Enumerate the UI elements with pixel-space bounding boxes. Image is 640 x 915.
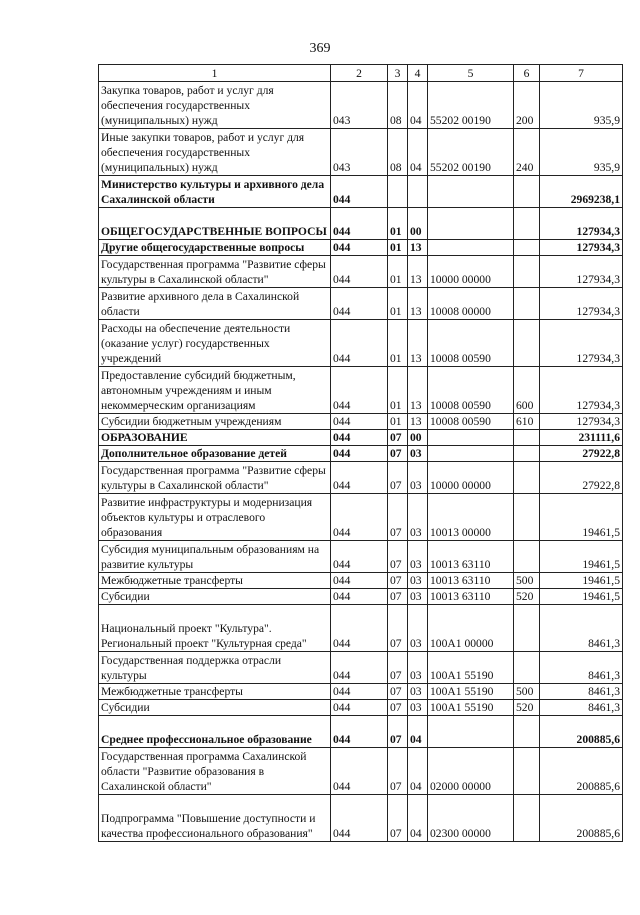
page-number: 369 — [309, 41, 331, 56]
row-target-code: 10008 00000 — [428, 288, 514, 320]
header-col-7: 7 — [540, 65, 623, 82]
budget-table — [98, 64, 623, 842]
row-name: Субсидии — [99, 700, 331, 716]
row-target-code: 10008 00590 — [428, 367, 514, 414]
row-subsection: 13 — [408, 320, 428, 367]
row-subsection: 03 — [408, 652, 428, 684]
row-name: Межбюджетные трансферты — [99, 573, 331, 589]
row-amount: 8461,3 — [540, 684, 623, 700]
row-ved: 044 — [331, 367, 388, 414]
row-ved: 043 — [331, 82, 388, 129]
table-row — [99, 716, 623, 748]
table-row — [99, 684, 623, 700]
row-amount: 27922,8 — [540, 462, 623, 494]
row-expense-type — [514, 240, 540, 256]
row-subsection: 04 — [408, 795, 428, 842]
row-subsection — [408, 176, 428, 208]
row-section: 07 — [388, 605, 408, 652]
row-amount: 19461,5 — [540, 589, 623, 605]
row-amount: 19461,5 — [540, 573, 623, 589]
row-section: 07 — [388, 589, 408, 605]
row-subsection: 13 — [408, 240, 428, 256]
row-target-code — [428, 430, 514, 446]
row-name: Развитие архивного дела в Сахалинской области — [99, 288, 331, 320]
row-section: 01 — [388, 367, 408, 414]
row-expense-type: 200 — [514, 82, 540, 129]
row-name: Государственная программа "Развитие сферы культуры в Сахалинской области" — [99, 462, 331, 494]
row-subsection: 04 — [408, 129, 428, 176]
row-ved: 043 — [331, 129, 388, 176]
row-section: 01 — [388, 320, 408, 367]
row-ved: 044 — [331, 430, 388, 446]
table-row — [99, 652, 623, 684]
row-section — [388, 176, 408, 208]
row-target-code: 55202 00190 — [428, 82, 514, 129]
row-target-code: 10008 00590 — [428, 414, 514, 430]
row-subsection: 00 — [408, 430, 428, 446]
row-ved: 044 — [331, 589, 388, 605]
row-expense-type — [514, 176, 540, 208]
row-target-code: 10013 63110 — [428, 589, 514, 605]
row-ved: 044 — [331, 176, 388, 208]
row-name: Государственная программа "Развитие сферы культуры в Сахалинской области" — [99, 256, 331, 288]
row-name: Национальный проект "Культура". Региональный проект "Культурная среда" — [99, 605, 331, 652]
table-row — [99, 446, 623, 462]
row-target-code: 100A1 55190 — [428, 652, 514, 684]
row-name: Расходы на обеспечение деятельности (оказание услуг) государственных учреждений — [99, 320, 331, 367]
row-name: Среднее профессиональное образование — [99, 716, 331, 748]
row-name: Дополнительное образование детей — [99, 446, 331, 462]
row-section: 01 — [388, 288, 408, 320]
row-expense-type: 600 — [514, 367, 540, 414]
row-name: Развитие инфраструктуры и модернизация объектов культуры и отраслевого образования — [99, 494, 331, 541]
row-name: Закупка товаров, работ и услуг для обеспечения государственных (муниципальных) нужд — [99, 82, 331, 129]
row-name: Субсидия муниципальным образованиям на развитие культуры — [99, 541, 331, 573]
row-expense-type — [514, 320, 540, 367]
row-subsection: 04 — [408, 716, 428, 748]
row-subsection: 03 — [408, 684, 428, 700]
row-target-code: 10013 63110 — [428, 541, 514, 573]
row-target-code — [428, 176, 514, 208]
row-target-code — [428, 446, 514, 462]
row-expense-type — [514, 462, 540, 494]
row-section: 01 — [388, 208, 408, 240]
row-section: 07 — [388, 541, 408, 573]
table-row — [99, 208, 623, 240]
row-section: 07 — [388, 716, 408, 748]
row-section: 01 — [388, 240, 408, 256]
row-expense-type: 240 — [514, 129, 540, 176]
row-target-code: 100A1 00000 — [428, 605, 514, 652]
row-amount: 200885,6 — [540, 716, 623, 748]
row-amount: 2969238,1 — [540, 176, 623, 208]
row-amount: 200885,6 — [540, 748, 623, 795]
table-row — [99, 176, 623, 208]
row-subsection: 03 — [408, 573, 428, 589]
row-subsection: 13 — [408, 288, 428, 320]
row-expense-type: 610 — [514, 414, 540, 430]
row-section: 07 — [388, 446, 408, 462]
row-name: Субсидии бюджетным учреждениям — [99, 414, 331, 430]
row-target-code: 100A1 55190 — [428, 700, 514, 716]
row-subsection: 03 — [408, 589, 428, 605]
row-ved: 044 — [331, 494, 388, 541]
row-ved: 044 — [331, 541, 388, 573]
table-row — [99, 795, 623, 842]
row-expense-type: 500 — [514, 684, 540, 700]
row-amount: 127934,3 — [540, 288, 623, 320]
table-row — [99, 589, 623, 605]
row-amount: 127934,3 — [540, 208, 623, 240]
row-section: 01 — [388, 256, 408, 288]
row-subsection: 03 — [408, 700, 428, 716]
row-expense-type — [514, 748, 540, 795]
row-section: 07 — [388, 700, 408, 716]
row-amount: 231111,6 — [540, 430, 623, 446]
row-expense-type — [514, 446, 540, 462]
row-target-code: 02300 00000 — [428, 795, 514, 842]
row-amount: 200885,6 — [540, 795, 623, 842]
row-section: 08 — [388, 129, 408, 176]
row-target-code: 55202 00190 — [428, 129, 514, 176]
row-subsection: 13 — [408, 414, 428, 430]
table-row — [99, 256, 623, 288]
row-ved: 044 — [331, 700, 388, 716]
row-name: ОБРАЗОВАНИЕ — [99, 430, 331, 446]
row-ved: 044 — [331, 573, 388, 589]
row-target-code — [428, 208, 514, 240]
row-expense-type — [514, 652, 540, 684]
row-subsection: 03 — [408, 494, 428, 541]
row-expense-type — [514, 795, 540, 842]
row-amount: 19461,5 — [540, 541, 623, 573]
row-name: Министерство культуры и архивного дела Сахалинской области — [99, 176, 331, 208]
row-amount: 127934,3 — [540, 240, 623, 256]
row-ved: 044 — [331, 462, 388, 494]
row-amount: 8461,3 — [540, 700, 623, 716]
row-target-code: 100A1 55190 — [428, 684, 514, 700]
table-row — [99, 367, 623, 414]
row-amount: 127934,3 — [540, 414, 623, 430]
table-row — [99, 462, 623, 494]
row-target-code: 02000 00000 — [428, 748, 514, 795]
row-expense-type — [514, 716, 540, 748]
row-expense-type — [514, 605, 540, 652]
header-col-5: 5 — [428, 65, 514, 82]
table-row — [99, 573, 623, 589]
row-expense-type — [514, 494, 540, 541]
row-name: Государственная программа Сахалинской области "Развитие образования в Сахалинской области" — [99, 748, 331, 795]
row-subsection: 04 — [408, 82, 428, 129]
row-target-code: 10000 00000 — [428, 462, 514, 494]
row-expense-type — [514, 208, 540, 240]
row-section: 08 — [388, 82, 408, 129]
row-ved: 044 — [331, 748, 388, 795]
row-name: Предоставление субсидий бюджетным, автономным учреждениям и иным некоммерческим организациям — [99, 367, 331, 414]
row-expense-type: 500 — [514, 573, 540, 589]
row-target-code — [428, 716, 514, 748]
row-ved: 044 — [331, 795, 388, 842]
row-ved: 044 — [331, 716, 388, 748]
row-subsection: 13 — [408, 367, 428, 414]
row-name: Другие общегосударственные вопросы — [99, 240, 331, 256]
row-amount: 127934,3 — [540, 367, 623, 414]
row-section: 07 — [388, 494, 408, 541]
row-target-code: 10013 63110 — [428, 573, 514, 589]
row-subsection: 03 — [408, 605, 428, 652]
table-row — [99, 700, 623, 716]
row-amount: 27922,8 — [540, 446, 623, 462]
table-row — [99, 288, 623, 320]
row-expense-type — [514, 541, 540, 573]
header-row — [99, 65, 623, 82]
row-section: 07 — [388, 748, 408, 795]
header-col-6: 6 — [514, 65, 540, 82]
row-subsection: 00 — [408, 208, 428, 240]
row-section: 07 — [388, 684, 408, 700]
row-amount: 19461,5 — [540, 494, 623, 541]
row-subsection: 03 — [408, 541, 428, 573]
table-row — [99, 430, 623, 446]
row-expense-type: 520 — [514, 700, 540, 716]
row-name: Подпрограмма "Повышение доступности и качества профессионального образования" — [99, 795, 331, 842]
table-row — [99, 82, 623, 129]
row-expense-type: 520 — [514, 589, 540, 605]
row-ved: 044 — [331, 652, 388, 684]
row-name: Государственная поддержка отрасли культуры — [99, 652, 331, 684]
row-section: 07 — [388, 462, 408, 494]
table-row — [99, 605, 623, 652]
row-subsection: 13 — [408, 256, 428, 288]
table-row — [99, 414, 623, 430]
row-section: 07 — [388, 430, 408, 446]
row-ved: 044 — [331, 256, 388, 288]
row-amount: 8461,3 — [540, 652, 623, 684]
table-row — [99, 541, 623, 573]
table-row — [99, 240, 623, 256]
row-name: Межбюджетные трансферты — [99, 684, 331, 700]
row-target-code: 10000 00000 — [428, 256, 514, 288]
table-row — [99, 748, 623, 795]
table-row — [99, 129, 623, 176]
row-expense-type — [514, 288, 540, 320]
row-name: Иные закупки товаров, работ и услуг для обеспечения государственных (муниципальных) нужд — [99, 129, 331, 176]
row-ved: 044 — [331, 288, 388, 320]
row-subsection: 04 — [408, 748, 428, 795]
table-row — [99, 320, 623, 367]
row-ved: 044 — [331, 208, 388, 240]
row-section: 07 — [388, 795, 408, 842]
row-target-code: 10013 00000 — [428, 494, 514, 541]
row-amount: 127934,3 — [540, 256, 623, 288]
row-name: ОБЩЕГОСУДАРСТВЕННЫЕ ВОПРОСЫ — [99, 208, 331, 240]
row-ved: 044 — [331, 320, 388, 367]
row-ved: 044 — [331, 414, 388, 430]
row-name: Субсидии — [99, 589, 331, 605]
row-ved: 044 — [331, 446, 388, 462]
row-subsection: 03 — [408, 446, 428, 462]
row-ved: 044 — [331, 684, 388, 700]
row-subsection: 03 — [408, 462, 428, 494]
table-row — [99, 494, 623, 541]
row-section: 01 — [388, 414, 408, 430]
header-col-1: 1 — [99, 65, 331, 82]
row-ved: 044 — [331, 240, 388, 256]
row-section: 07 — [388, 573, 408, 589]
row-amount: 935,9 — [540, 82, 623, 129]
row-amount: 8461,3 — [540, 605, 623, 652]
header-col-2: 2 — [331, 65, 388, 82]
header-col-4: 4 — [408, 65, 428, 82]
row-amount: 935,9 — [540, 129, 623, 176]
row-amount: 127934,3 — [540, 320, 623, 367]
row-expense-type — [514, 256, 540, 288]
row-expense-type — [514, 430, 540, 446]
table-body — [99, 82, 623, 842]
row-target-code — [428, 240, 514, 256]
header-col-3: 3 — [388, 65, 408, 82]
row-ved: 044 — [331, 605, 388, 652]
row-target-code: 10008 00590 — [428, 320, 514, 367]
row-section: 07 — [388, 652, 408, 684]
